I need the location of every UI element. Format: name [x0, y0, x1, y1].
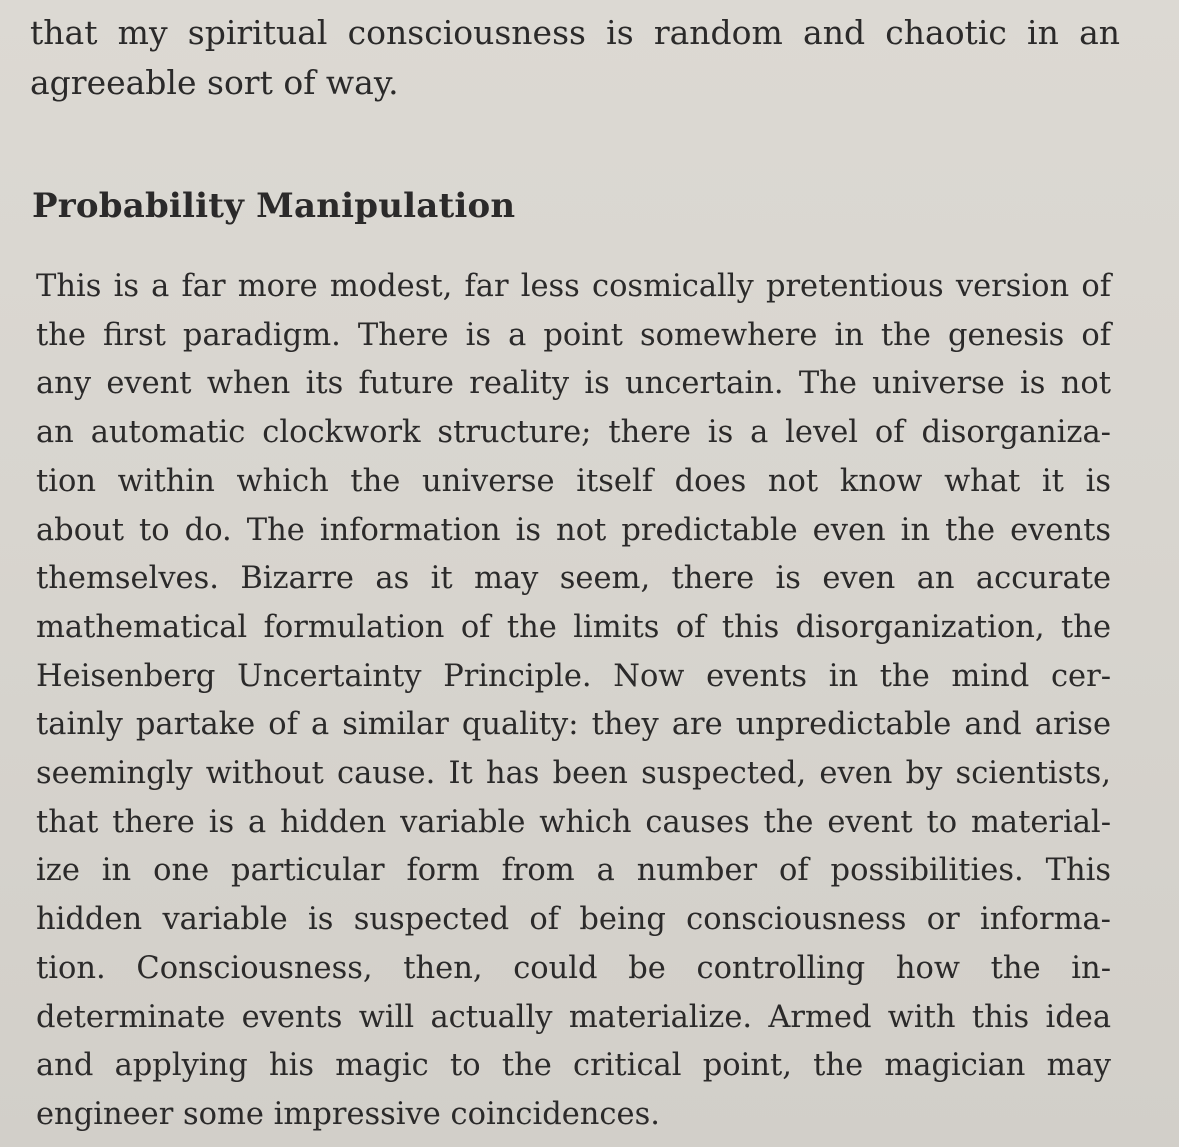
text-line: ize in one particular form from a number of possibilities. This	[36, 853, 1111, 889]
previous-paragraph	[30, 8, 1120, 108]
text-line: tainly partake of a similar quality: they are unpredictable and arise	[36, 707, 1111, 743]
text-line: tion within which the universe itself does not know what it is	[36, 463, 1111, 499]
text-line: and applying his magic to the critical point, the magician may	[36, 1048, 1111, 1084]
text-line: mathematical formulation of the limits of this disorganization, the	[36, 609, 1111, 645]
section-body	[36, 263, 1111, 1140]
text-line: tion. Consciousness, then, could be controlling how the in-	[36, 950, 1111, 986]
text-line: determinate events will actually materialize. Armed with this idea	[36, 999, 1111, 1035]
text-line: Heisenberg Uncertainty Principle. Now events in the mind cer-	[36, 658, 1111, 694]
text-line: hidden variable is suspected of being consciousness or informa-	[36, 902, 1111, 938]
text-line: the first paradigm. There is a point somewhere in the genesis of	[36, 317, 1111, 353]
text-line: any event when its future reality is uncertain. The universe is not	[36, 366, 1111, 402]
text-line: themselves. Bizarre as it may seem, there is even an accurate	[36, 561, 1111, 597]
section-heading: Probability Manipulation	[32, 186, 516, 226]
text-line: engineer some impressive coincidences.	[36, 1096, 660, 1132]
text-line: that there is a hidden variable which causes the event to material-	[36, 804, 1111, 840]
text-line: This is a far more modest, far less cosmically pretentious version of	[36, 269, 1111, 304]
text-line: that my spiritual consciousness is random and chaotic in an	[30, 13, 1120, 52]
text-line: about to do. The information is not predictable even in the events	[36, 512, 1111, 548]
text-line: an automatic clockwork structure; there is a level of disorganiza-	[36, 415, 1111, 451]
text-line: seemingly without cause. It has been suspected, even by scientists,	[36, 756, 1111, 792]
text-line: agreeable sort of way.	[30, 63, 399, 102]
